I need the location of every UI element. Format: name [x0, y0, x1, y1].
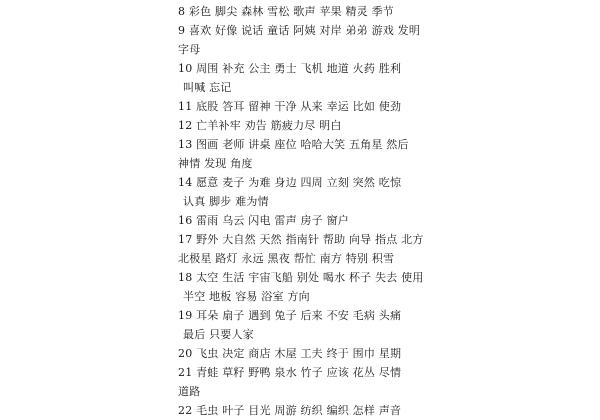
list-line: 11 底股 答耳 留神 干净 从来 幸运 比如 使劲 [178, 100, 402, 113]
list-line: 20 飞虫 决定 商店 木屋 工夫 终于 围巾 星期 [178, 347, 402, 360]
list-line: 18 太空 生活 宇宙飞船 别处 喝水 杯子 失去 使用 [178, 271, 424, 284]
list-line: 13 图画 老师 讲桌 座位 哈哈大笑 五角星 然后 [178, 138, 409, 151]
list-line: 22 毛虫 叶子 目光 周游 纺织 编织 怎样 声音 [178, 404, 402, 417]
list-line: 半空 地板 容易 浴室 方向 [183, 290, 310, 303]
list-line: 14 愿意 麦子 为难 身边 四周 立刻 突然 吃惊 [178, 176, 402, 189]
list-line: 北极星 路灯 永远 黑夜 帮忙 南方 特别 积雪 [178, 252, 395, 265]
list-line: 16 雷雨 乌云 闪电 雷声 房子 窗户 [178, 214, 349, 227]
vocabulary-list [178, 2, 428, 420]
list-line: 12 亡羊补牢 劝告 筋疲力尽 明白 [178, 119, 342, 132]
list-line: 21 青蛙 草籽 野鸭 泉水 竹子 应该 花丛 尽情 [178, 366, 402, 379]
list-line: 8 彩色 脚尖 森林 雪松 歌声 苹果 精灵 季节 [178, 5, 394, 18]
list-line: 叫喊 忘记 [183, 81, 232, 94]
list-line: 19 耳朵 扇子 遇到 兔子 后来 不安 毛病 头痛 [178, 309, 402, 322]
list-line: 10 周围 补充 公主 勇士 飞机 地道 火药 胜利 [178, 62, 402, 75]
list-line: 道路 [178, 385, 201, 398]
list-line: 认真 脚步 难为情 [183, 195, 269, 208]
list-line: 最后 只要人家 [183, 328, 254, 341]
list-line: 9 喜欢 好像 说话 童话 阿姨 对岸 弟弟 游戏 发明 [178, 24, 421, 37]
list-line: 17 野外 大自然 天然 指南针 帮助 向导 指点 北方 [178, 233, 424, 246]
list-line: 字母 [178, 43, 201, 56]
list-line: 神情 发现 角度 [178, 157, 253, 170]
